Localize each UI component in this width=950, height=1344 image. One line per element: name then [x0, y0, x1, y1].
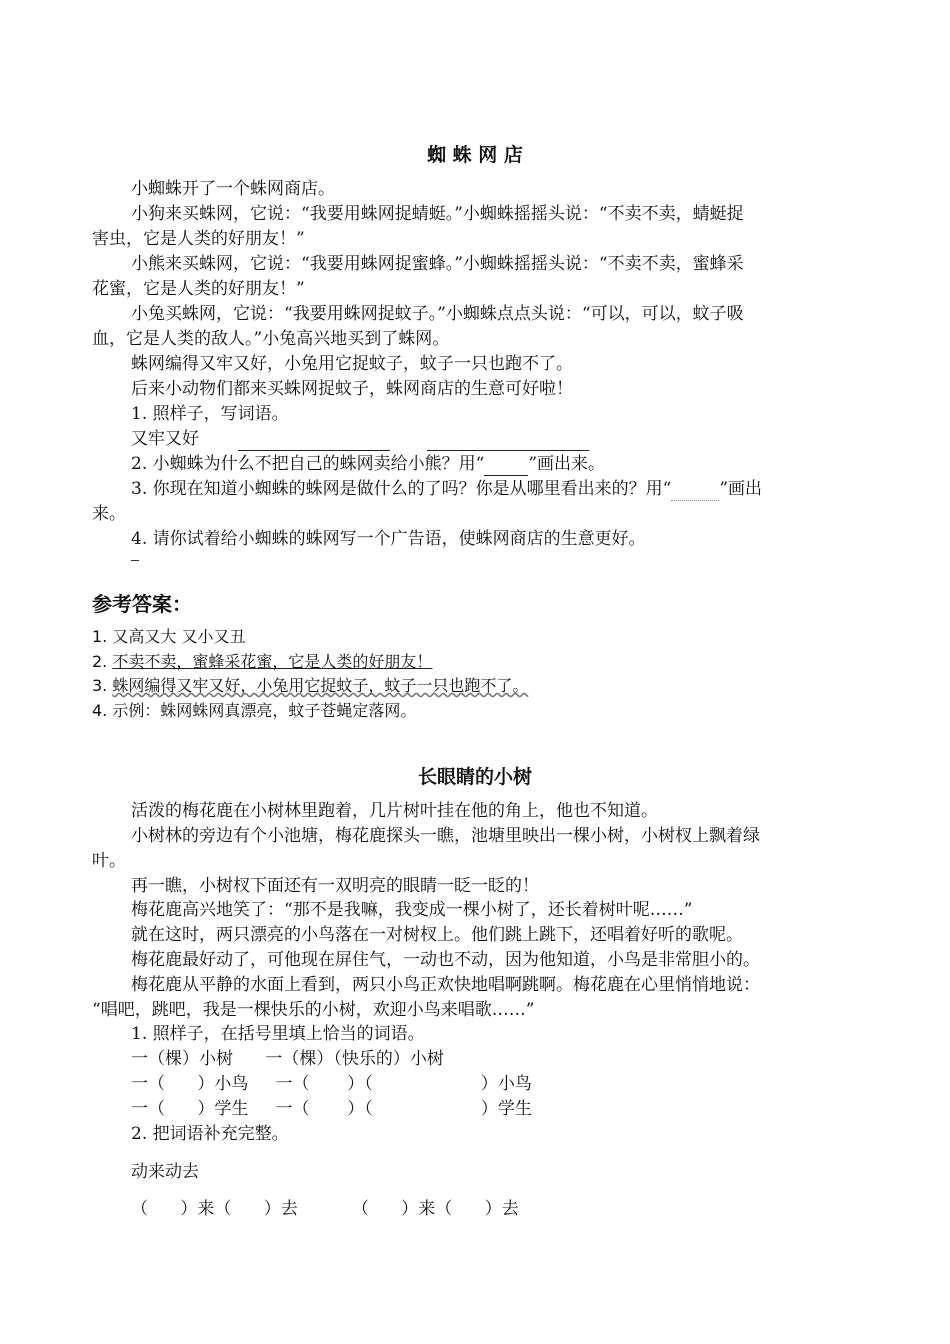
story2-line-1: 活泼的梅花鹿在小树林里跑着，几片树叶挂在他的角上，他也不知道。	[131, 801, 658, 821]
answer-3-text: 蛛网编得又牢又好，小兔用它捉蚊子，蚊子一只也跑不了。	[112, 676, 529, 695]
story1-line-6: 小兔买蛛网，它说：“我要用蛛网捉蚊子。”小蜘蛛点点头说：“可以，可以，蚊子吸	[131, 304, 744, 324]
story2-q1-example: 一（棵）小树 一（棵）（快乐的）小树	[131, 1049, 444, 1069]
story1-question-3-cont: 来。	[92, 504, 126, 524]
answers-heading: 参考答案：	[92, 592, 192, 616]
answer-3-num: 3.	[92, 676, 113, 695]
story1-line-4: 小熊来买蛛网，它说：“我要用蛛网捉蜜蜂。”小蜘蛛摇摇头说：“不卖不卖，蜜蜂采	[131, 254, 744, 274]
story2-question-1: 1. 照样子，在括号里填上恰当的词语。	[131, 1024, 425, 1044]
story2-line-7: 梅花鹿最好动了，可他现在屏住气，一动也不动，因为他知道，小鸟是非常胆小的。	[131, 950, 760, 970]
story1-line-8: 蛛网编得又牢又好，小兔用它捉蚊子，蚊子一只也跑不了。	[131, 354, 573, 374]
story2-q2-example: 动来动去	[131, 1162, 199, 1182]
story2-line-2: 小树林的旁边有个小池塘，梅花鹿探头一瞧，池塘里映出一棵小树，小树杈上飘着绿	[131, 826, 760, 846]
story1-q3-text-b: ”画出	[719, 479, 763, 499]
story2-line-3: 叶。	[92, 851, 126, 871]
story1-line-3: 害虫，它是人类的好朋友！”	[92, 229, 305, 249]
straight-underline-sample	[484, 459, 528, 476]
story1-q2-text-b: ”画出来。	[528, 454, 606, 474]
story2-title: 长眼睛的小树	[417, 766, 532, 788]
story1-question-2	[131, 452, 605, 476]
story2-q1-row-1[interactable]: 一（ ）小鸟 一（ ）（ ）小鸟	[131, 1074, 532, 1094]
story2-line-8: 梅花鹿从平静的水面上看到，两只小鸟正欢快地唱啊跳啊。梅花鹿在心里悄悄地说：	[131, 975, 760, 995]
story1-line-7: 血，它是人类的敌人。”小兔高兴地买到了蛛网。	[92, 329, 450, 349]
story1-question-1: 1. 照样子，写词语。	[131, 404, 289, 424]
story1-q3-text-a: 3. 你现在知道小蜘蛛的蛛网是做什么的了吗？你是从哪里看出来的？用“	[131, 479, 672, 499]
story1-line-5: 花蜜，它是人类的好朋友！”	[92, 279, 305, 299]
story1-line-1: 小蜘蛛开了一个蛛网商店。	[131, 179, 335, 199]
story1-q1-example: 又牢又好	[131, 429, 199, 449]
story1-question-3	[131, 477, 762, 501]
answer-blank-2[interactable]	[427, 432, 589, 451]
story2-question-2: 2. 把词语补充完整。	[131, 1124, 289, 1144]
story1-title: 蜘 蛛 网 店	[427, 144, 523, 166]
story1-question-4: 4. 请你试着给小蜘蛛的蛛网写一个广告语，使蛛网商店的生意更好。	[131, 529, 646, 549]
story2-q2-row[interactable]: （ ）来（ ）去 （ ）来（ ）去	[131, 1199, 519, 1219]
story1-q2-text-a: 2. 小蜘蛛为什么不把自己的蛛网卖给小熊？用“	[131, 454, 485, 474]
story1-line-2: 小狗来买蛛网，它说：“我要用蛛网捉蜻蜓。”小蜘蛛摇摇头说：“不卖不卖，蜻蜓捉	[131, 204, 744, 224]
story2-line-5: 梅花鹿高兴地笑了：“那不是我嘛，我变成一棵小树了，还长着树叶呢……”	[131, 900, 693, 920]
wavy-underline-sample	[671, 484, 719, 501]
answer-4: 4. 示例：蛛网蛛网真漂亮，蚊子苍蝇定落网。	[92, 701, 417, 720]
answer-2-num: 2.	[92, 652, 113, 671]
answer-2-text: 不卖不卖，蜜蜂采花蜜，它是人类的好朋友！	[112, 652, 433, 671]
story1-question-1-row	[131, 427, 589, 451]
answer-blank-1[interactable]	[238, 432, 390, 451]
answer-2	[92, 651, 432, 673]
story2-line-9: “唱吧，跳吧，我是一棵快乐的小树，欢迎小鸟来唱歌……”	[92, 1000, 535, 1020]
story2-q1-row-2[interactable]: 一（ ）学生 一（ ）（ ）学生	[131, 1099, 532, 1119]
answer-1: 1. 又高又大 又小又丑	[92, 627, 246, 646]
answer-3	[92, 675, 528, 697]
story2-line-6: 就在这时，两只漂亮的小鸟落在一对树杈上。他们跳上跳下，还唱着好听的歌呢。	[131, 925, 743, 945]
story2-line-4: 再一瞧，小树杈下面还有一双明亮的眼睛一眨一眨的！	[131, 876, 539, 896]
story1-line-9: 后来小动物们都来买蛛网捉蚊子，蛛网商店的生意可好啦！	[131, 379, 573, 399]
answer-line-stub	[131, 560, 139, 561]
